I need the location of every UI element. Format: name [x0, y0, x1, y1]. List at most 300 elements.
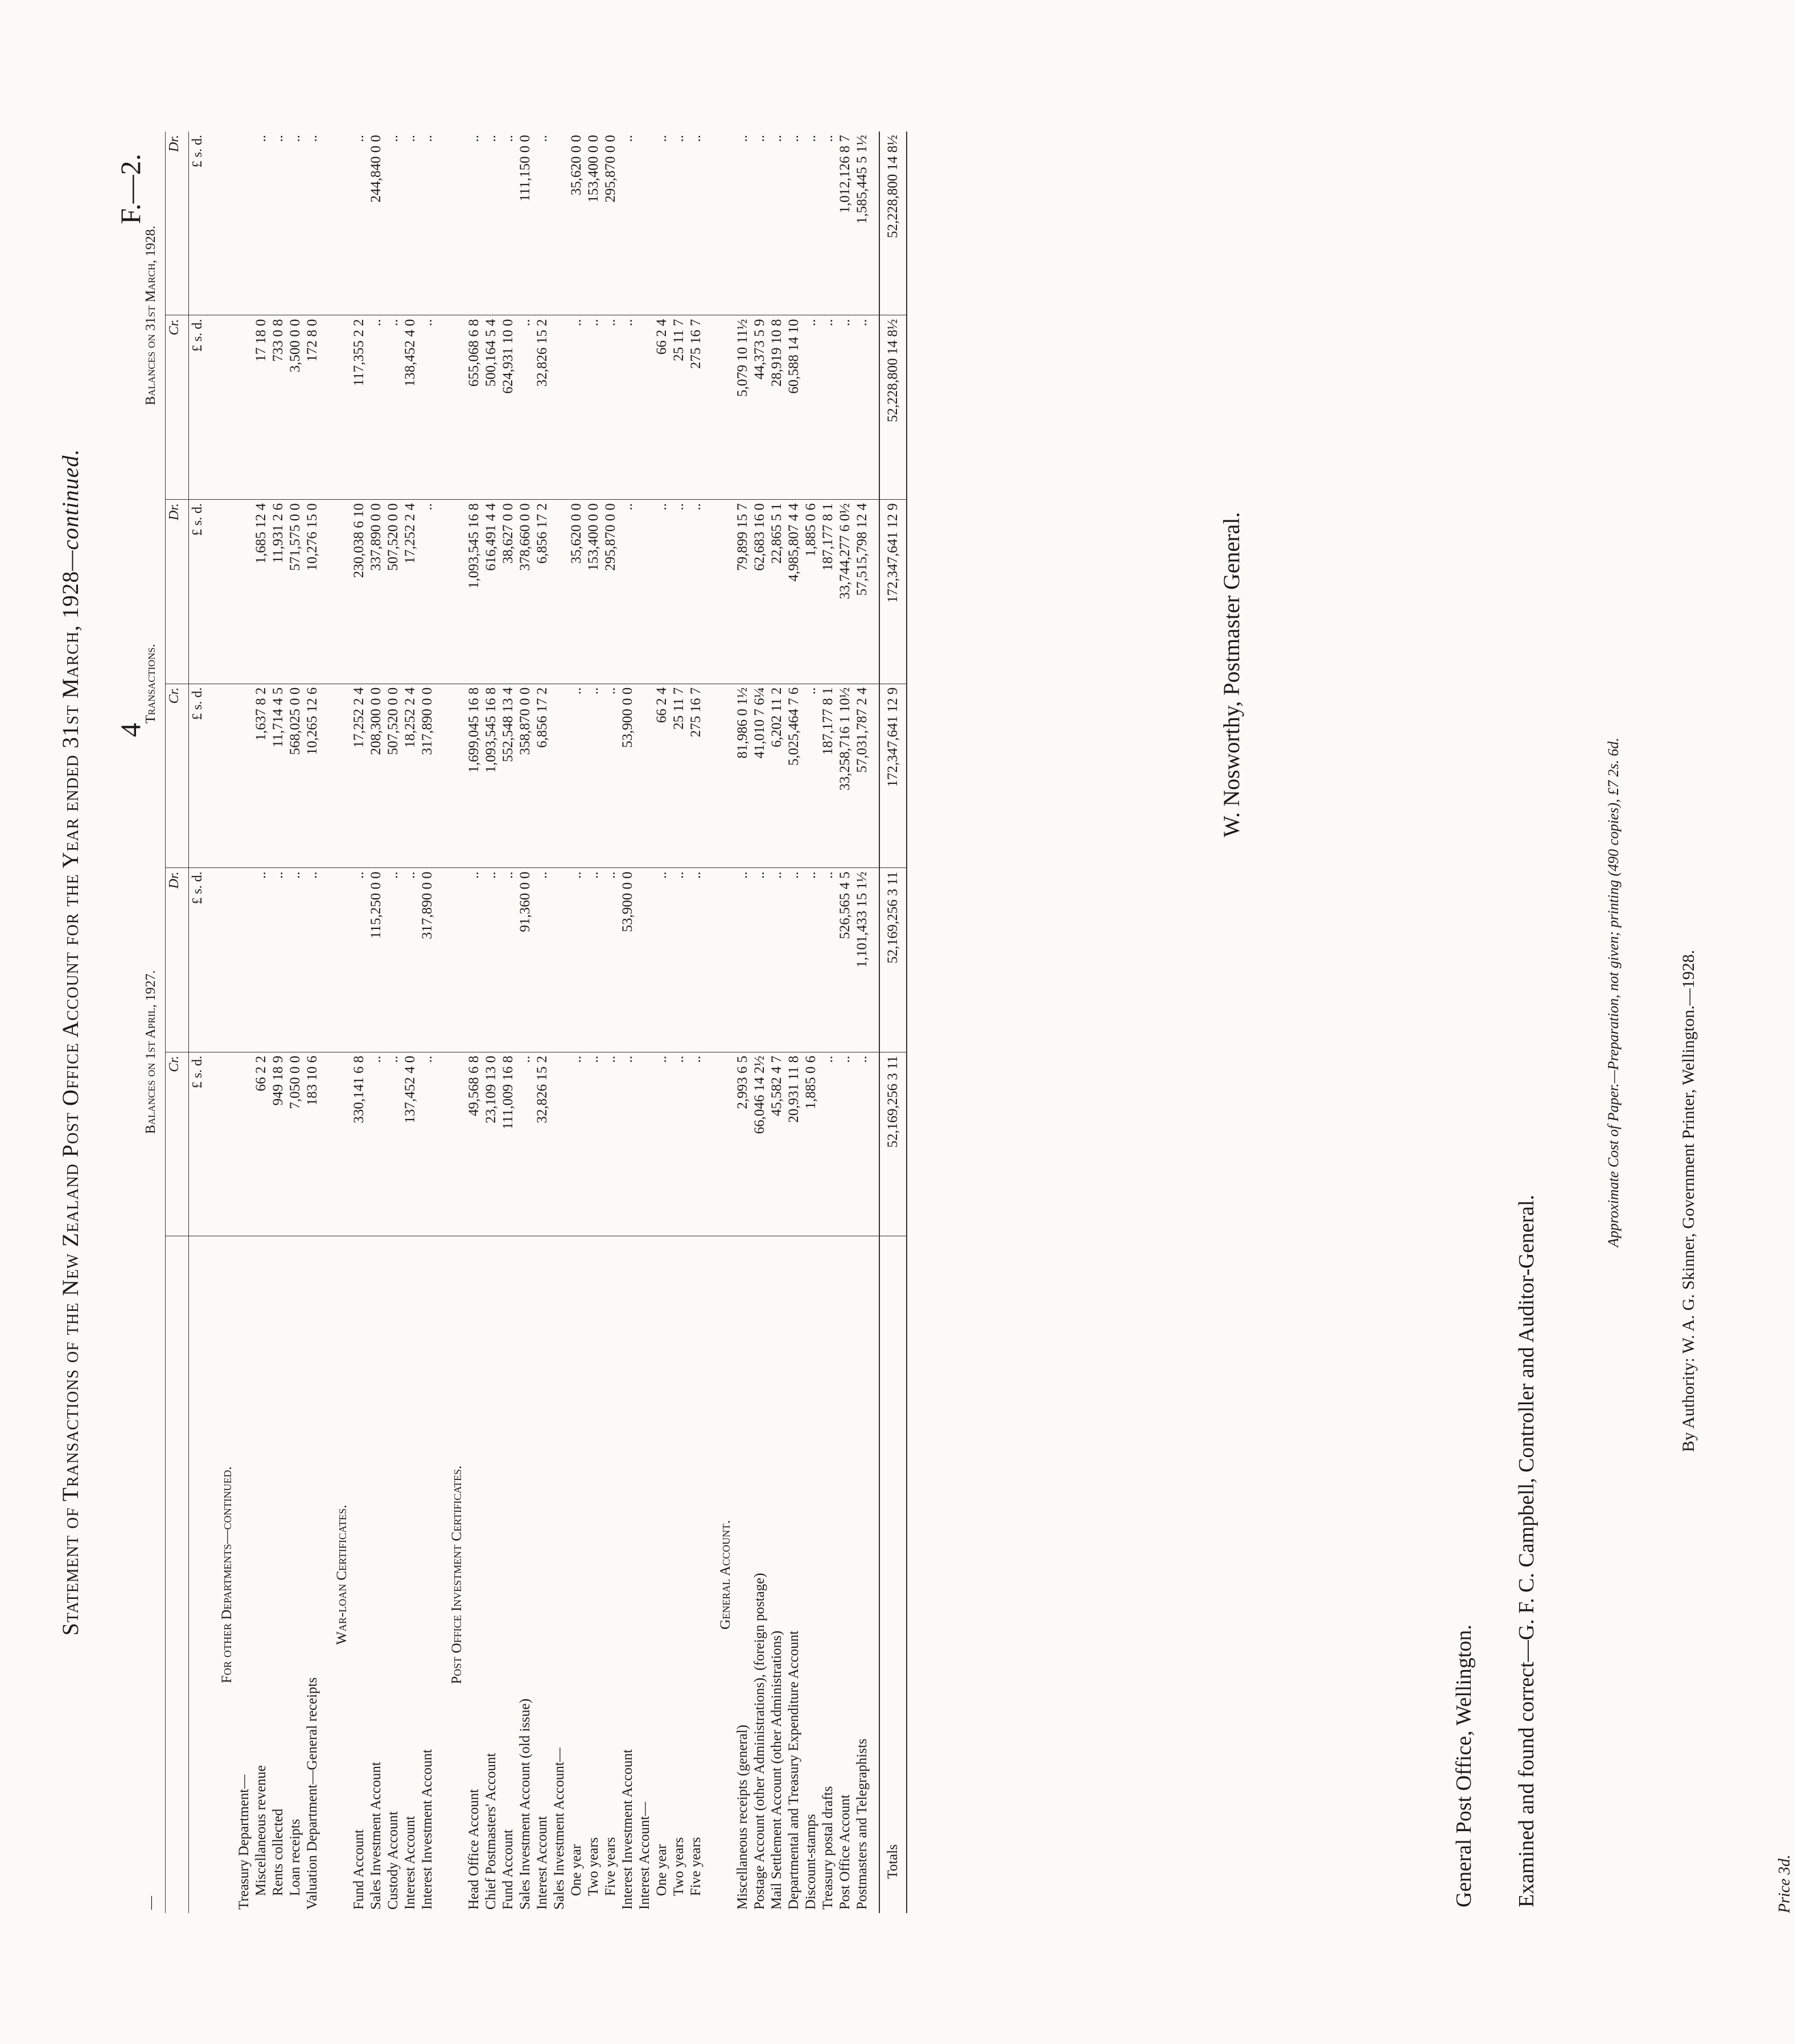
- amount-cell: 295,870 0 0: [602, 131, 619, 315]
- amount-cell: 57,031,787 2 4: [854, 684, 871, 868]
- amount-cell: 275 16 7: [688, 315, 705, 500]
- amount-cell: ..: [419, 1052, 436, 1236]
- amount-cell: ..: [602, 684, 619, 868]
- amount-cell: ..: [585, 868, 602, 1052]
- section-heading-row: [321, 131, 351, 1913]
- table-row: [483, 131, 500, 1913]
- amount-cell: ..: [585, 315, 602, 500]
- amount-cell: ..: [653, 868, 670, 1052]
- amount-cell: 91,360 0 0: [517, 868, 534, 1052]
- group-header-transactions: Transactions.: [142, 500, 166, 868]
- amount-cell: ..: [385, 1052, 402, 1236]
- amount-cell: [636, 315, 653, 500]
- table-row: [551, 131, 568, 1913]
- col-cr: Cr.: [166, 1052, 189, 1236]
- amount-cell: ..: [820, 1052, 837, 1236]
- unit-label: £ s. d.: [189, 1052, 207, 1236]
- row-label: Postage Account (other Administrations), (foreign postage): [752, 1573, 767, 1910]
- row-label: Rents collected: [270, 1808, 286, 1896]
- amount-cell: [551, 684, 568, 868]
- amount-cell: 45,582 4 7: [768, 1052, 785, 1236]
- amount-cell: 79,899 15 7: [734, 500, 751, 684]
- amount-cell: 275 16 7: [688, 684, 705, 868]
- row-label: Miscellaneous revenue: [253, 1765, 269, 1896]
- section-heading: General Account.: [718, 1520, 733, 1630]
- amount-cell: 624,931 10 0: [500, 315, 517, 500]
- amount-cell: 616,491 4 4: [483, 500, 500, 684]
- amount-cell: ..: [402, 131, 419, 315]
- row-label: One year: [569, 1844, 584, 1896]
- amount-cell: ..: [688, 1052, 705, 1236]
- amount-cell: ..: [270, 868, 287, 1052]
- group-header-closing: Balances on 31st March, 1928.: [142, 131, 166, 500]
- amount-cell: [551, 500, 568, 684]
- row-label: Loan receipts: [287, 1819, 303, 1896]
- amount-cell: 526,565 4 5: [837, 868, 854, 1052]
- amount-cell: 66,046 14 2½: [751, 1052, 768, 1236]
- amount-cell: 25 11 7: [670, 315, 688, 500]
- amount-cell: [551, 868, 568, 1052]
- row-label: Custody Account: [385, 1811, 401, 1910]
- row-label: Discount-stamps: [803, 1813, 818, 1910]
- amount-cell: [636, 684, 653, 868]
- section-heading: War-loan Certificates.: [334, 1504, 349, 1645]
- amount-cell: ..: [602, 868, 619, 1052]
- row-label: Mail Settlement Account (other Administrations): [769, 1630, 784, 1910]
- amount-cell: 22,865 5 1: [768, 500, 785, 684]
- table-row: [653, 131, 670, 1913]
- amount-cell: 138,452 4 0: [402, 315, 419, 500]
- row-label: Treasury postal drafts: [820, 1786, 836, 1910]
- table-row: [385, 131, 402, 1913]
- amount-cell: 4,985,807 4 4: [785, 500, 803, 684]
- amount-cell: ..: [304, 868, 321, 1052]
- amount-cell: ..: [419, 131, 436, 315]
- amount-cell: 28,919 10 8: [768, 315, 785, 500]
- col-dr: Dr.: [166, 500, 189, 684]
- totals-label: Totals: [879, 1236, 907, 1913]
- amount-cell: 244,840 0 0: [368, 131, 385, 315]
- amount-cell: ..: [653, 500, 670, 684]
- amount-cell: ..: [653, 131, 670, 315]
- amount-cell: 208,300 0 0: [368, 684, 385, 868]
- table-row: [236, 131, 253, 1913]
- amount-cell: 35,620 0 0: [568, 131, 585, 315]
- total-amount: 172,347,641 12 9: [879, 684, 907, 868]
- table-row: [534, 131, 551, 1913]
- amount-cell: ..: [351, 868, 368, 1052]
- amount-cell: ..: [483, 131, 500, 315]
- table-row: [253, 131, 270, 1913]
- row-label: Interest Account: [402, 1816, 418, 1910]
- amount-cell: 6,202 11 2: [768, 684, 785, 868]
- amount-cell: ..: [419, 315, 436, 500]
- amount-cell: 571,575 0 0: [287, 500, 304, 684]
- authority-line: By Authority: W. A. G. Skinner, Government Printer, Wellington.—1928.: [1679, 949, 1698, 1452]
- amount-cell: 6,856 17 2: [534, 500, 551, 684]
- amount-cell: ..: [820, 315, 837, 500]
- amount-cell: ..: [419, 500, 436, 684]
- amount-cell: 117,355 2 2: [351, 315, 368, 500]
- examined-line: Examined and found correct—G. F. C. Campbell, Controller and Auditor-General.: [1515, 1195, 1538, 1907]
- section-heading-row: [436, 131, 466, 1913]
- unit-label: £ s. d.: [189, 868, 207, 1052]
- amount-cell: 552,548 13 4: [500, 684, 517, 868]
- unit-label: £ s. d.: [189, 500, 207, 684]
- amount-cell: 32,826 15 2: [534, 315, 551, 500]
- amount-cell: 111,009 16 8: [500, 1052, 517, 1236]
- row-label: Treasury Department—: [236, 1774, 252, 1910]
- amount-cell: ..: [653, 1052, 670, 1236]
- amount-cell: ..: [803, 131, 820, 315]
- amount-cell: ..: [602, 315, 619, 500]
- amount-cell: 38,627 0 0: [500, 500, 517, 684]
- amount-cell: ..: [517, 315, 534, 500]
- statement-table-wrap: [142, 131, 907, 1913]
- amount-cell: ..: [585, 1052, 602, 1236]
- table-row: [368, 131, 385, 1913]
- amount-cell: 5,025,464 7 6: [785, 684, 803, 868]
- amount-cell: ..: [670, 1052, 688, 1236]
- amount-cell: ..: [402, 868, 419, 1052]
- table-row: [820, 131, 837, 1913]
- amount-cell: 655,068 6 8: [466, 315, 483, 500]
- row-label: Two years: [671, 1837, 686, 1896]
- row-label: Chief Postmasters' Account: [483, 1753, 499, 1910]
- total-amount: 52,228,800 14 8½: [879, 131, 907, 315]
- amount-cell: ..: [688, 131, 705, 315]
- amount-cell: ..: [670, 868, 688, 1052]
- page-number: 4: [114, 723, 146, 737]
- amount-cell: ..: [602, 1052, 619, 1236]
- amount-cell: ..: [820, 868, 837, 1052]
- statement-table: [142, 131, 907, 1913]
- amount-cell: 20,931 11 8: [785, 1052, 803, 1236]
- office-line: General Post Office, Wellington.: [1452, 1624, 1476, 1907]
- amount-cell: ..: [568, 868, 585, 1052]
- amount-cell: ..: [351, 131, 368, 315]
- amount-cell: 17 18 0: [253, 315, 270, 500]
- amount-cell: 949 18 9: [270, 1052, 287, 1236]
- amount-cell: 44,373 5 9: [751, 315, 768, 500]
- amount-cell: ..: [534, 868, 551, 1052]
- amount-cell: 57,515,798 12 4: [854, 500, 871, 684]
- amount-cell: ..: [304, 131, 321, 315]
- amount-cell: 500,164 5 4: [483, 315, 500, 500]
- amount-cell: 115,250 0 0: [368, 868, 385, 1052]
- amount-cell: ..: [751, 131, 768, 315]
- amount-cell: ..: [619, 500, 636, 684]
- amount-cell: 10,276 15 0: [304, 500, 321, 684]
- amount-cell: 507,520 0 0: [385, 684, 402, 868]
- amount-cell: ..: [854, 1052, 871, 1236]
- amount-cell: ..: [466, 868, 483, 1052]
- row-label: Fund Account: [351, 1829, 367, 1910]
- amount-cell: ..: [287, 131, 304, 315]
- amount-cell: ..: [534, 131, 551, 315]
- amount-cell: [551, 1052, 568, 1236]
- amount-cell: ..: [734, 131, 751, 315]
- amount-cell: ..: [500, 131, 517, 315]
- amount-cell: 62,683 16 0: [751, 500, 768, 684]
- table-row: [734, 131, 751, 1913]
- amount-cell: ..: [287, 868, 304, 1052]
- amount-cell: ..: [483, 868, 500, 1052]
- amount-cell: [236, 315, 253, 500]
- amount-cell: ..: [734, 868, 751, 1052]
- col-dr: Dr.: [166, 868, 189, 1052]
- table-row: [304, 131, 321, 1913]
- table-row: [419, 131, 436, 1913]
- amount-cell: 11,714 4 5: [270, 684, 287, 868]
- amount-cell: ..: [568, 684, 585, 868]
- amount-cell: ..: [803, 868, 820, 1052]
- amount-cell: ..: [385, 131, 402, 315]
- table-row: [636, 131, 653, 1913]
- amount-cell: ..: [854, 315, 871, 500]
- amount-cell: 11,931 2 6: [270, 500, 287, 684]
- amount-cell: ..: [568, 315, 585, 500]
- amount-cell: 17,252 2 4: [351, 684, 368, 868]
- amount-cell: ..: [466, 131, 483, 315]
- amount-cell: [236, 868, 253, 1052]
- amount-cell: 1,585,445 5 1½: [854, 131, 871, 315]
- table-row: [751, 131, 768, 1913]
- amount-cell: ..: [670, 500, 688, 684]
- amount-cell: [636, 1052, 653, 1236]
- amount-cell: 3,500 0 0: [287, 315, 304, 500]
- amount-cell: 32,826 15 2: [534, 1052, 551, 1236]
- amount-cell: 507,520 0 0: [385, 500, 402, 684]
- amount-cell: 378,660 0 0: [517, 500, 534, 684]
- table-row: [517, 131, 534, 1913]
- group-header-opening: Balances on 1st April, 1927.: [142, 868, 166, 1236]
- amount-cell: ..: [820, 131, 837, 315]
- table-row: [351, 131, 368, 1913]
- description-header: —: [142, 1236, 166, 1913]
- section-heading: For other Departments—continued.: [219, 1466, 234, 1684]
- amount-cell: ..: [253, 131, 270, 315]
- amount-cell: 18,252 2 4: [402, 684, 419, 868]
- total-amount: 52,228,800 14 8½: [879, 315, 907, 500]
- amount-cell: 1,012,126 8 7: [837, 131, 854, 315]
- row-label: Sales Investment Account: [368, 1762, 384, 1910]
- amount-cell: 41,010 7 6¼: [751, 684, 768, 868]
- amount-cell: 1,093,545 16 8: [483, 684, 500, 868]
- table-row: [602, 131, 619, 1913]
- amount-cell: [636, 868, 653, 1052]
- amount-cell: ..: [837, 315, 854, 500]
- total-amount: 52,169,256 3 11: [879, 868, 907, 1052]
- amount-cell: ..: [837, 1052, 854, 1236]
- col-dr: Dr.: [166, 131, 189, 315]
- row-label: Interest Account—: [637, 1802, 652, 1910]
- amount-cell: 153,400 0 0: [585, 500, 602, 684]
- amount-cell: 25 11 7: [670, 684, 688, 868]
- amount-cell: ..: [585, 684, 602, 868]
- amount-cell: [236, 500, 253, 684]
- amount-cell: 10,265 12 6: [304, 684, 321, 868]
- table-row: [402, 131, 419, 1913]
- amount-cell: 33,258,716 1 10½: [837, 684, 854, 868]
- amount-cell: ..: [253, 868, 270, 1052]
- title-text: Statement of Transactions of the New Zealand Post Office Account for the Year ended 31st March, 1928: [57, 570, 83, 1636]
- amount-cell: ..: [768, 868, 785, 1052]
- table-row: [568, 131, 585, 1913]
- row-label: Valuation Department—General receipts: [305, 1677, 320, 1910]
- amount-cell: 230,038 6 10: [351, 500, 368, 684]
- amount-cell: ..: [803, 315, 820, 500]
- amount-cell: 60,588 14 10: [785, 315, 803, 500]
- amount-cell: [636, 131, 653, 315]
- table-row: [688, 131, 705, 1913]
- price-line: Price 3d.: [1776, 1854, 1793, 1913]
- col-cr: Cr.: [166, 684, 189, 868]
- amount-cell: 172 8 0: [304, 315, 321, 500]
- amount-cell: 153,400 0 0: [585, 131, 602, 315]
- row-label: Postmasters and Telegraphists: [854, 1738, 870, 1910]
- amount-cell: [551, 131, 568, 315]
- amount-cell: ..: [368, 1052, 385, 1236]
- row-label: Two years: [586, 1837, 601, 1896]
- amount-cell: 733 0 8: [270, 315, 287, 500]
- amount-cell: 7,050 0 0: [287, 1052, 304, 1236]
- amount-cell: 66 2 4: [653, 315, 670, 500]
- amount-cell: 337,890 0 0: [368, 500, 385, 684]
- amount-cell: 187,177 8 1: [820, 500, 837, 684]
- total-amount: 52,169,256 3 11: [879, 1052, 907, 1236]
- amount-cell: 1,885 0 6: [803, 1052, 820, 1236]
- amount-cell: 66 2 4: [653, 684, 670, 868]
- amount-cell: [236, 131, 253, 315]
- row-label: One year: [654, 1844, 669, 1896]
- amount-cell: 1,685 12 4: [253, 500, 270, 684]
- amount-cell: ..: [500, 868, 517, 1052]
- table-row: [466, 131, 483, 1913]
- table-row: [785, 131, 803, 1913]
- amount-cell: ..: [751, 868, 768, 1052]
- amount-cell: [551, 315, 568, 500]
- statement-title: [57, 140, 84, 1944]
- amount-cell: 568,025 0 0: [287, 684, 304, 868]
- row-label: Interest Investment Account: [620, 1749, 635, 1910]
- table-row: [585, 131, 602, 1913]
- amount-cell: 187,177 8 1: [820, 684, 837, 868]
- amount-cell: 53,900 0 0: [619, 684, 636, 868]
- amount-cell: ..: [688, 500, 705, 684]
- total-amount: 172,347,641 12 9: [879, 500, 907, 684]
- amount-cell: 53,900 0 0: [619, 868, 636, 1052]
- title-continued: —continued.: [57, 449, 83, 571]
- row-label: Post Office Account: [837, 1794, 853, 1910]
- amount-cell: 1,101,433 15 1½: [854, 868, 871, 1052]
- amount-cell: ..: [785, 131, 803, 315]
- amount-cell: ..: [619, 315, 636, 500]
- amount-cell: 317,890 0 0: [419, 868, 436, 1052]
- amount-cell: 137,452 4 0: [402, 1052, 419, 1236]
- statement-body: [206, 131, 907, 1913]
- amount-cell: 2,993 6 5: [734, 1052, 751, 1236]
- amount-cell: ..: [568, 1052, 585, 1236]
- postmaster-general: W. Nosworthy, Postmaster General.: [1219, 512, 1244, 837]
- amount-cell: 1,699,045 16 8: [466, 684, 483, 868]
- unit-label: £ s. d.: [189, 131, 207, 315]
- row-label: Miscellaneous receipts (general): [735, 1725, 750, 1910]
- row-label: Departmental and Treasury Expenditure Account: [786, 1630, 801, 1910]
- row-label: Interest Investment Account: [419, 1749, 435, 1910]
- amount-cell: ..: [619, 1052, 636, 1236]
- amount-cell: 23,109 13 0: [483, 1052, 500, 1236]
- row-label: Sales Investment Account—: [552, 1747, 567, 1910]
- amount-cell: ..: [517, 1052, 534, 1236]
- amount-cell: 295,870 0 0: [602, 500, 619, 684]
- amount-cell: ..: [688, 868, 705, 1052]
- amount-cell: 6,856 17 2: [534, 684, 551, 868]
- amount-cell: 358,870 0 0: [517, 684, 534, 868]
- amount-cell: 1,637 8 2: [253, 684, 270, 868]
- table-row: [803, 131, 820, 1913]
- amount-cell: 1,885 0 6: [803, 500, 820, 684]
- amount-cell: ..: [785, 868, 803, 1052]
- amount-cell: [236, 1052, 253, 1236]
- row-label: Sales Investment Account (old issue): [517, 1698, 533, 1910]
- table-row: [854, 131, 871, 1913]
- unit-label: £ s. d.: [189, 684, 207, 868]
- amount-cell: 111,150 0 0: [517, 131, 534, 315]
- amount-cell: ..: [768, 131, 785, 315]
- amount-cell: 330,141 6 8: [351, 1052, 368, 1236]
- amount-cell: 49,568 6 8: [466, 1052, 483, 1236]
- amount-cell: ..: [368, 315, 385, 500]
- amount-cell: 317,890 0 0: [419, 684, 436, 868]
- table-row: [270, 131, 287, 1913]
- row-label: Fund Account: [500, 1829, 516, 1910]
- amount-cell: 66 2 2: [253, 1052, 270, 1236]
- section-heading-row: [705, 131, 734, 1913]
- amount-cell: 35,620 0 0: [568, 500, 585, 684]
- amount-cell: ..: [619, 131, 636, 315]
- amount-cell: ..: [270, 131, 287, 315]
- row-label: Interest Account: [534, 1816, 550, 1910]
- cost-line: Approximate Cost of Paper.—Preparation, not given; printing (490 copies), £7 2s. 6d.: [1605, 738, 1622, 1247]
- table-row: [619, 131, 636, 1913]
- amount-cell: 5,079 10 11½: [734, 315, 751, 500]
- row-label: Five years: [603, 1837, 618, 1896]
- table-row: [768, 131, 785, 1913]
- amount-cell: 81,986 0 1½: [734, 684, 751, 868]
- amount-cell: ..: [803, 684, 820, 868]
- col-cr: Cr.: [166, 315, 189, 500]
- table-row: [287, 131, 304, 1913]
- amount-cell: 183 10 6: [304, 1052, 321, 1236]
- table-row: [670, 131, 688, 1913]
- amount-cell: ..: [670, 131, 688, 315]
- amount-cell: [636, 500, 653, 684]
- row-label: Five years: [688, 1837, 703, 1896]
- amount-cell: [236, 684, 253, 868]
- paper-reference: F.—2.: [114, 154, 146, 224]
- unit-label: £ s. d.: [189, 315, 207, 500]
- amount-cell: 17,252 2 4: [402, 500, 419, 684]
- section-heading-row: [206, 131, 236, 1913]
- amount-cell: ..: [385, 315, 402, 500]
- amount-cell: ..: [385, 868, 402, 1052]
- amount-cell: 33,744,277 6 0½: [837, 500, 854, 684]
- amount-cell: 1,093,545 16 8: [466, 500, 483, 684]
- table-row: [837, 131, 854, 1913]
- table-row: [500, 131, 517, 1913]
- section-heading: Post Office Investment Certificates.: [449, 1465, 464, 1684]
